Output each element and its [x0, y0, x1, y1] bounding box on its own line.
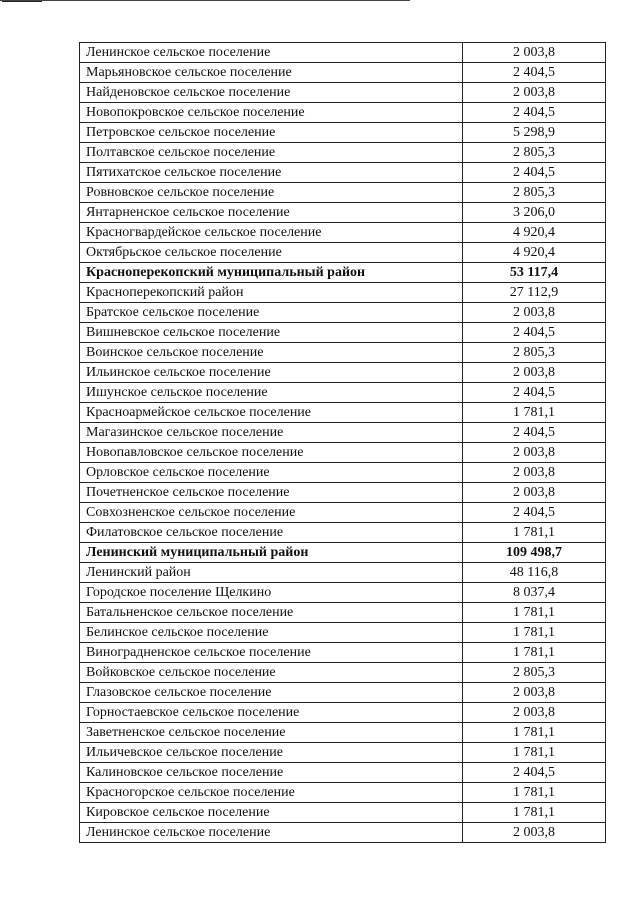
table-row — [80, 103, 606, 123]
row-value: 3 206,0 — [463, 203, 606, 223]
row-value: 2 003,8 — [463, 703, 606, 723]
row-name: Полтавское сельское поселение — [80, 143, 463, 163]
table-row — [80, 263, 606, 283]
row-value: 2 404,5 — [463, 63, 606, 83]
row-value: 1 781,1 — [463, 743, 606, 763]
row-name: Вишневское сельское поселение — [80, 323, 463, 343]
row-value: 2 003,8 — [463, 83, 606, 103]
row-value: 4 920,4 — [463, 223, 606, 243]
table-row — [80, 363, 606, 383]
table-row — [80, 743, 606, 763]
row-value: 2 003,8 — [463, 823, 606, 843]
row-value: 1 781,1 — [463, 403, 606, 423]
table-row — [80, 603, 606, 623]
table-row — [80, 823, 606, 843]
row-value: 1 781,1 — [463, 783, 606, 803]
row-name: Калиновское сельское поселение — [80, 763, 463, 783]
row-value: 5 298,9 — [463, 123, 606, 143]
table-row — [80, 283, 606, 303]
row-name: Ленинское сельское поселение — [80, 43, 463, 63]
table-row — [80, 163, 606, 183]
row-name: Ленинский район — [80, 563, 463, 583]
row-name: Воинское сельское поселение — [80, 343, 463, 363]
row-name: Ленинское сельское поселение — [80, 823, 463, 843]
row-value: 2 003,8 — [463, 683, 606, 703]
table-row — [80, 583, 606, 603]
table-row — [80, 223, 606, 243]
row-name: Заветненское сельское поселение — [80, 723, 463, 743]
row-value: 2 003,8 — [463, 303, 606, 323]
row-name: Батальненское сельское поселение — [80, 603, 463, 623]
row-name: Орловское сельское поселение — [80, 463, 463, 483]
row-name: Филатовское сельское поселение — [80, 523, 463, 543]
table-row — [80, 563, 606, 583]
row-name: Новопокровское сельское поселение — [80, 103, 463, 123]
row-value: 4 920,4 — [463, 243, 606, 263]
row-name: Октябрьское сельское поселение — [80, 243, 463, 263]
row-value: 2 003,8 — [463, 43, 606, 63]
row-name: Красногвардейское сельское поселение — [80, 223, 463, 243]
table-row — [80, 303, 606, 323]
table-row — [80, 63, 606, 83]
row-name: Совхозненское сельское поселение — [80, 503, 463, 523]
row-name: Магазинское сельское поселение — [80, 423, 463, 443]
row-name: Горностаевское сельское поселение — [80, 703, 463, 723]
row-name: Ильичевское сельское поселение — [80, 743, 463, 763]
row-value: 1 781,1 — [463, 603, 606, 623]
row-value: 2 404,5 — [463, 383, 606, 403]
row-name: Марьяновское сельское поселение — [80, 63, 463, 83]
table-row — [80, 783, 606, 803]
table-row — [80, 543, 606, 563]
row-name: Новопавловское сельское поселение — [80, 443, 463, 463]
row-value: 1 781,1 — [463, 643, 606, 663]
row-value: 109 498,7 — [463, 543, 606, 563]
row-name: Почетненское сельское поселение — [80, 483, 463, 503]
row-name: Красноармейское сельское поселение — [80, 403, 463, 423]
row-name: Ишунское сельское поселение — [80, 383, 463, 403]
row-value: 53 117,4 — [463, 263, 606, 283]
row-value: 8 037,4 — [463, 583, 606, 603]
row-value: 2 805,3 — [463, 663, 606, 683]
table-row — [80, 723, 606, 743]
row-value: 2 003,8 — [463, 483, 606, 503]
table-row — [80, 523, 606, 543]
row-name: Кировское сельское поселение — [80, 803, 463, 823]
row-name: Ровновское сельское поселение — [80, 183, 463, 203]
table-row — [80, 503, 606, 523]
row-value: 2 404,5 — [463, 163, 606, 183]
row-value: 48 116,8 — [463, 563, 606, 583]
row-name: Пятихатское сельское поселение — [80, 163, 463, 183]
budget-table — [79, 42, 606, 843]
table-row — [80, 643, 606, 663]
row-name: Ленинский муниципальный район — [80, 543, 463, 563]
table-row — [80, 83, 606, 103]
table-row — [80, 143, 606, 163]
row-name: Братское сельское поселение — [80, 303, 463, 323]
row-value: 27 112,9 — [463, 283, 606, 303]
row-value: 1 781,1 — [463, 803, 606, 823]
table-row — [80, 403, 606, 423]
top-rule — [0, 0, 410, 1]
row-value: 2 404,5 — [463, 423, 606, 443]
row-value: 2 805,3 — [463, 143, 606, 163]
row-name: Петровское сельское поселение — [80, 123, 463, 143]
row-value: 2 003,8 — [463, 443, 606, 463]
table-row — [80, 343, 606, 363]
row-value: 1 781,1 — [463, 523, 606, 543]
row-value: 2 003,8 — [463, 363, 606, 383]
table-row — [80, 463, 606, 483]
row-value: 2 003,8 — [463, 463, 606, 483]
table-row — [80, 703, 606, 723]
table-row — [80, 243, 606, 263]
table-row — [80, 683, 606, 703]
row-name: Белинское сельское поселение — [80, 623, 463, 643]
table-row — [80, 443, 606, 463]
row-name: Глазовское сельское поселение — [80, 683, 463, 703]
row-name: Янтарненское сельское поселение — [80, 203, 463, 223]
row-name: Виноградненское сельское поселение — [80, 643, 463, 663]
row-name: Красноперекопский муниципальный район — [80, 263, 463, 283]
table-row — [80, 423, 606, 443]
table-row — [80, 383, 606, 403]
table-row — [80, 623, 606, 643]
row-value: 2 404,5 — [463, 103, 606, 123]
row-name: Войковское сельское поселение — [80, 663, 463, 683]
table-row — [80, 183, 606, 203]
budget-table-body — [80, 43, 606, 843]
row-name: Ильинское сельское поселение — [80, 363, 463, 383]
row-name: Городское поселение Щелкино — [80, 583, 463, 603]
table-row — [80, 483, 606, 503]
table-row — [80, 123, 606, 143]
row-value: 2 404,5 — [463, 503, 606, 523]
row-name: Красногорское сельское поселение — [80, 783, 463, 803]
row-name: Найденовское сельское поселение — [80, 83, 463, 103]
table-row — [80, 763, 606, 783]
row-value: 2 404,5 — [463, 763, 606, 783]
row-value: 2 805,3 — [463, 343, 606, 363]
table-row — [80, 43, 606, 63]
table-row — [80, 663, 606, 683]
table-row — [80, 803, 606, 823]
table-row — [80, 203, 606, 223]
row-value: 2 805,3 — [463, 183, 606, 203]
row-value: 1 781,1 — [463, 723, 606, 743]
row-value: 2 404,5 — [463, 323, 606, 343]
table-row — [80, 323, 606, 343]
row-name: Красноперекопский район — [80, 283, 463, 303]
row-value: 1 781,1 — [463, 623, 606, 643]
